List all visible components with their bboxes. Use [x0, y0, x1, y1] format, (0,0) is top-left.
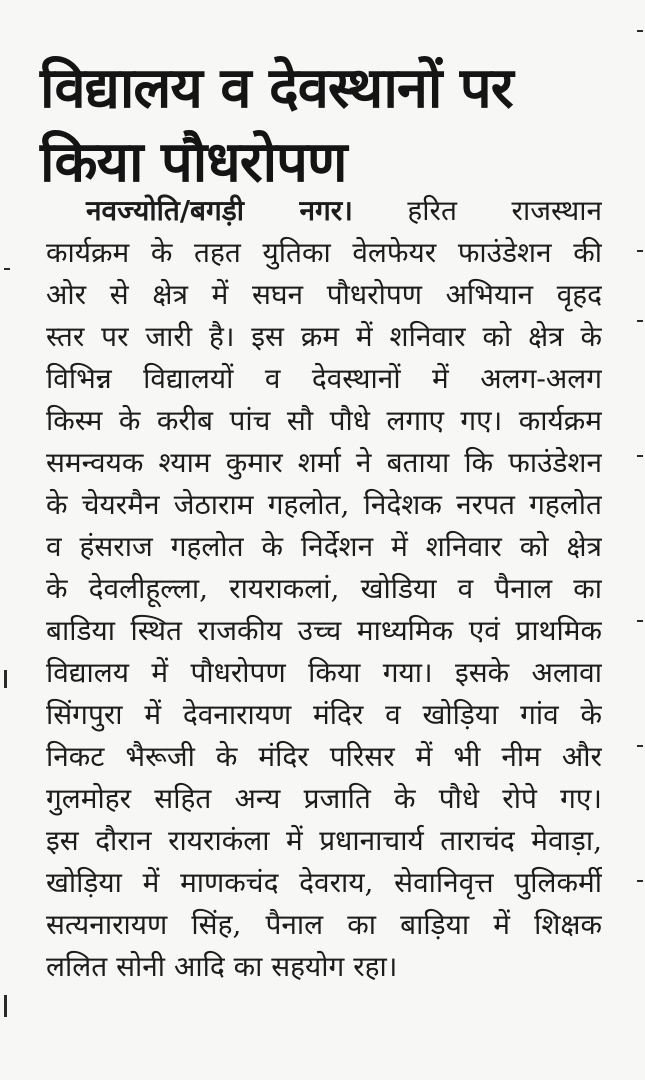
body-line: विद्यालय में पौधरोपण किया गया। इसके अलावा [46, 656, 602, 689]
body-line: सिंगपुरा में देवनारायण मंदिर व खोड़िया गांव के [46, 698, 602, 731]
edge-rule [637, 745, 643, 747]
edge-glyph [4, 670, 7, 688]
body-line: सत्यनारायण सिंह, पैनाल का बाड़िया में शिक्षक [46, 908, 602, 941]
dateline: नवज्योति/बगड़ी नगर। [86, 194, 353, 227]
article-body [46, 190, 602, 988]
body-line: स्तर पर जारी है। इस क्रम में शनिवार को क्षेत्र के [46, 320, 602, 353]
body-line: कार्यक्रम के तहत युतिका वेलफेयर फाउंडेशन की [46, 236, 602, 269]
body-line: इस दौरान रायराकंला में प्रधानाचार्य ताराचंद मेवाड़ा, [46, 824, 602, 857]
edge-glyph [4, 995, 7, 1017]
edge-rule [4, 268, 10, 270]
body-line: विभिन्न विद्यालयों व देवस्थानों में अलग-अलग [46, 362, 602, 395]
body-line: व हंसराज गहलोत के निर्देशन में शनिवार को क्षेत्र [46, 530, 602, 563]
article-headline [40, 52, 630, 200]
body-line [46, 190, 602, 232]
body-line: गुलमोहर सहित अन्य प्रजाति के पौधे रोपे गए। [46, 782, 602, 815]
body-line: खोड़िया में माणकचंद देवराय, सेवानिवृत्त पुलिकर्मी [46, 866, 602, 899]
edge-rule [637, 320, 643, 322]
body-line-last: ललित सोनी आदि का सहयोग रहा। [46, 950, 398, 983]
left-column-edge [0, 0, 18, 1080]
body-text: हरित राजस्थान [407, 194, 602, 227]
edge-rule [637, 880, 643, 882]
headline-line-1: विद्यालय व देवस्थानों पर [40, 56, 513, 121]
body-line: बाडिया स्थित राजकीय उच्च माध्यमिक एवं प्राथमिक [46, 614, 602, 647]
body-line: समन्वयक श्याम कुमार शर्मा ने बताया कि फाउंडेशन [46, 446, 602, 479]
body-line: किस्म के करीब पांच सौ पौधे लगाए गए। कार्यक्रम [46, 404, 602, 437]
body-line: के देवलीहूल्ला, रायराकलां, खोडिया व पैनाल का [46, 572, 602, 605]
edge-rule [637, 620, 643, 622]
edge-rule [637, 455, 643, 457]
headline-line-2: किया पौधरोपण [40, 130, 347, 195]
edge-rule [637, 30, 643, 32]
body-line: निकट भैरूजी के मंदिर परिसर में भी नीम और [46, 740, 602, 773]
body-line: के चेयरमैन जेठाराम गहलोत, निदेशक नरपत गहलोत [46, 488, 602, 521]
body-line: ओर से क्षेत्र में सघन पौधरोपण अभियान वृहद [46, 278, 602, 311]
edge-rule [637, 250, 643, 252]
